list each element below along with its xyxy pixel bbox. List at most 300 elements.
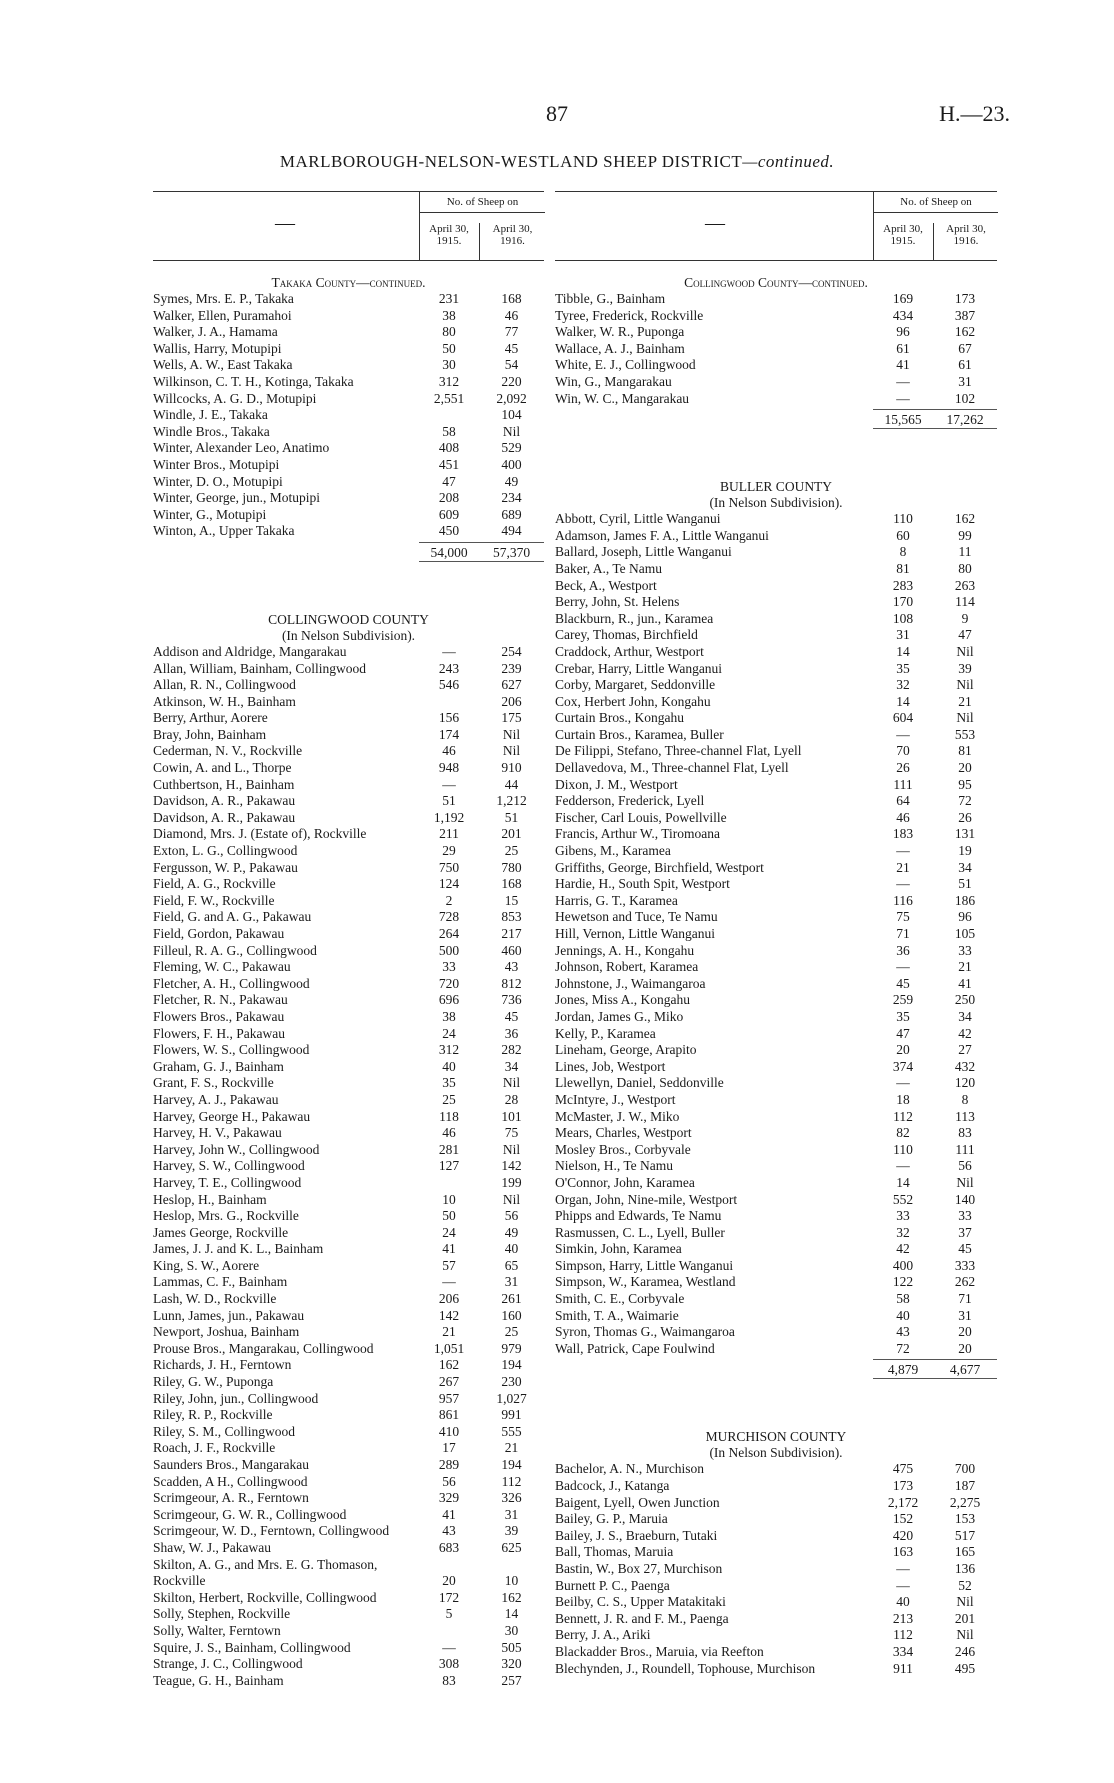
sheep-1915: 20 bbox=[896, 1042, 910, 1058]
sheep-1916: 114 bbox=[955, 594, 975, 610]
sheep-1916: 555 bbox=[501, 1423, 522, 1439]
table-row bbox=[153, 760, 544, 777]
buller-subheading: (In Nelson Subdivision). bbox=[709, 495, 843, 511]
sheep-1915: 81 bbox=[896, 560, 910, 576]
table-row bbox=[153, 694, 544, 711]
sheep-1915: 410 bbox=[438, 1423, 460, 1439]
sheep-1916: 101 bbox=[501, 1108, 522, 1124]
holder-name: Berry, John, St. Helens bbox=[555, 594, 680, 610]
sheep-1916: 51 bbox=[504, 809, 519, 825]
table-row bbox=[555, 391, 997, 408]
holder-name: Nielson, H., Te Namu bbox=[555, 1158, 674, 1174]
sheep-1915: 38 bbox=[442, 1008, 456, 1024]
sheep-1915: 213 bbox=[892, 1610, 914, 1626]
sheep-1915: 609 bbox=[438, 506, 460, 522]
table-row bbox=[555, 810, 997, 827]
table-row bbox=[153, 357, 544, 374]
holder-name: Scrimgeour, G. W. R., Collingwood bbox=[153, 1506, 347, 1522]
holder-name: Bray, John, Bainham bbox=[153, 726, 267, 742]
sheep-1915: 41 bbox=[896, 357, 910, 373]
sheep-1915: 46 bbox=[442, 1125, 456, 1141]
holder-name: Field, G. and A. G., Pakawau bbox=[153, 909, 312, 925]
sheep-1915: 206 bbox=[438, 1291, 460, 1307]
table-row bbox=[153, 710, 544, 727]
sheep-1915: 163 bbox=[892, 1544, 914, 1560]
holder-name: Davidson, A. R., Pakawau bbox=[153, 793, 296, 809]
table-row bbox=[153, 1606, 544, 1623]
table-row bbox=[153, 843, 544, 860]
holder-name: Ball, Thomas, Maruia bbox=[555, 1544, 674, 1560]
holder-name: Beck, A., Westport bbox=[555, 577, 657, 593]
table-row bbox=[153, 1241, 544, 1258]
holder-name: Fletcher, A. H., Collingwood bbox=[153, 975, 310, 991]
holder-name: Baigent, Lyell, Owen Junction bbox=[555, 1494, 720, 1510]
holder-name: Grant, F. S., Rockville bbox=[153, 1075, 274, 1091]
table-row bbox=[555, 1308, 997, 1325]
sheep-1915: 36 bbox=[896, 942, 910, 958]
holder-name: Davidson, A. R., Pakawau bbox=[153, 809, 296, 825]
sheep-1916: 31 bbox=[504, 1506, 519, 1522]
holder-name: Exton, L. G., Collingwood bbox=[153, 843, 298, 859]
table-row bbox=[153, 1075, 544, 1092]
sheep-1916: 77 bbox=[504, 324, 519, 340]
table-row bbox=[555, 860, 997, 877]
table-row bbox=[555, 1026, 997, 1043]
table-row bbox=[555, 1578, 997, 1595]
holder-name: Tyree, Frederick, Rockville bbox=[555, 307, 704, 323]
sheep-1916: 10 bbox=[504, 1573, 519, 1589]
sheep-1915: — bbox=[896, 1561, 910, 1576]
sheep-1915: 400 bbox=[892, 1257, 914, 1273]
sheep-1915: 14 bbox=[896, 693, 910, 709]
table-row bbox=[555, 578, 997, 595]
sheep-1915: 142 bbox=[438, 1307, 460, 1323]
sheep-1916: 910 bbox=[501, 760, 522, 776]
sheep-1916: Nil bbox=[956, 710, 974, 726]
table-row bbox=[555, 1225, 997, 1242]
table-row bbox=[555, 324, 997, 341]
sheep-1916: 400 bbox=[501, 456, 522, 472]
holder-name: Roach, J. F., Rockville bbox=[153, 1440, 276, 1456]
table-row bbox=[555, 1478, 997, 1495]
holder-name: Harvey, John W., Collingwood bbox=[153, 1141, 320, 1157]
table-row bbox=[555, 627, 997, 644]
holder-name: Cox, Herbert John, Kongahu bbox=[555, 693, 711, 709]
table-row bbox=[555, 1258, 997, 1275]
sheep-1916: 43 bbox=[504, 959, 519, 975]
sheep-1916: 553 bbox=[954, 726, 976, 742]
sheep-1916: 26 bbox=[958, 809, 972, 825]
sheep-1916: 320 bbox=[501, 1656, 522, 1672]
holder-name: Gibens, M., Karamea bbox=[555, 843, 671, 859]
table-row bbox=[555, 1461, 997, 1478]
table-row bbox=[153, 926, 544, 943]
table-row bbox=[153, 1258, 544, 1275]
holder-name: Tibble, G., Bainham bbox=[555, 291, 666, 306]
sheep-1915: 152 bbox=[892, 1511, 914, 1527]
buller-rows bbox=[555, 511, 997, 1357]
sheep-1915: 259 bbox=[892, 992, 914, 1008]
table-row bbox=[555, 777, 997, 794]
holder-name: Dellavedova, M., Three-channel Flat, Lyell bbox=[555, 760, 789, 776]
table-row bbox=[153, 777, 544, 794]
sheep-1916: 75 bbox=[504, 1125, 519, 1141]
sheep-1916: 65 bbox=[504, 1257, 519, 1273]
sheep-1916: Nil bbox=[502, 726, 521, 742]
table-row bbox=[555, 677, 997, 694]
sheep-1915 bbox=[419, 1175, 479, 1192]
holder-name: Berry, J. A., Ariki bbox=[555, 1627, 651, 1643]
table-row bbox=[555, 1561, 997, 1578]
table-row bbox=[555, 1241, 997, 1258]
holder-name: Badcock, J., Katanga bbox=[555, 1478, 670, 1494]
sheep-1916: 8 bbox=[961, 1091, 969, 1107]
sheep-1916: Nil bbox=[502, 1141, 521, 1157]
holder-name: Wilkinson, C. T. H., Kotinga, Takaka bbox=[153, 373, 354, 389]
sheep-1916: Nil bbox=[956, 1174, 974, 1190]
table-row bbox=[555, 511, 997, 528]
sheep-1916: 387 bbox=[954, 307, 976, 323]
table-row bbox=[555, 1495, 997, 1512]
sheep-1916: 120 bbox=[954, 1075, 976, 1091]
sheep-1915: 174 bbox=[438, 726, 460, 742]
sheep-1915: 281 bbox=[438, 1141, 460, 1157]
table-row bbox=[153, 644, 544, 661]
table-row bbox=[153, 1009, 544, 1026]
table-row bbox=[153, 490, 544, 507]
sheep-1916: 220 bbox=[501, 373, 522, 389]
sheep-1916: 136 bbox=[954, 1561, 976, 1576]
table-row bbox=[153, 1142, 544, 1159]
sheep-1915: 312 bbox=[438, 1042, 460, 1058]
holder-name: Walker, J. A., Hamama bbox=[153, 324, 278, 340]
table-row bbox=[555, 1274, 997, 1291]
table-row bbox=[555, 760, 997, 777]
sheep-1916: 31 bbox=[958, 373, 972, 389]
sheep-1916: 9 bbox=[961, 610, 969, 626]
table-row bbox=[555, 291, 997, 308]
sheep-1915: 696 bbox=[438, 992, 460, 1008]
sheep-1915: 14 bbox=[896, 1174, 910, 1190]
holder-name: Llewellyn, Daniel, Seddonville bbox=[555, 1075, 724, 1091]
sheep-1915: 51 bbox=[442, 793, 456, 809]
sheep-1915: 420 bbox=[892, 1527, 914, 1543]
sheep-1916: 34 bbox=[958, 1008, 972, 1024]
sheep-1916: 56 bbox=[958, 1158, 972, 1174]
sheep-1916: 49 bbox=[504, 473, 519, 489]
sheep-1916: 11 bbox=[958, 544, 972, 560]
table-row bbox=[555, 826, 997, 843]
table-row bbox=[153, 1175, 544, 1192]
table-row bbox=[555, 694, 997, 711]
table-row bbox=[555, 1661, 997, 1678]
sheep-1915: — bbox=[896, 373, 910, 389]
holder-name: Strange, J. C., Collingwood bbox=[153, 1656, 303, 1672]
sheep-1916: 56 bbox=[504, 1208, 519, 1224]
sheep-1916: 20 bbox=[958, 1340, 972, 1356]
holder-name: Lineham, George, Arapito bbox=[555, 1042, 697, 1058]
sheep-1915: 61 bbox=[896, 340, 910, 356]
table-row bbox=[153, 1308, 544, 1325]
sheep-1915: — bbox=[442, 1639, 456, 1655]
sheep-1916: 72 bbox=[958, 793, 972, 809]
sheep-1916: 30 bbox=[504, 1622, 519, 1638]
sheep-1915: 170 bbox=[892, 594, 914, 610]
sheep-1915: 41 bbox=[442, 1506, 456, 1522]
table-row bbox=[555, 727, 997, 744]
table-row bbox=[153, 1474, 544, 1491]
table-row bbox=[153, 1640, 544, 1657]
holder-name: Win, W. C., Mangarakau bbox=[555, 390, 690, 406]
sheep-1915: 374 bbox=[892, 1058, 914, 1074]
holder-name: Riley, John, jun., Collingwood bbox=[153, 1390, 319, 1406]
sheep-1916: 142 bbox=[501, 1158, 522, 1174]
table-row bbox=[153, 1341, 544, 1358]
holder-name: Walker, W. R., Puponga bbox=[555, 324, 685, 340]
sheep-1916: 625 bbox=[501, 1539, 522, 1555]
sheep-1915: 728 bbox=[438, 909, 460, 925]
sheep-1915: 82 bbox=[896, 1125, 910, 1141]
sheep-1915: — bbox=[896, 876, 910, 892]
sheep-1915: 30 bbox=[442, 357, 456, 373]
holder-name: Wells, A. W., East Takaka bbox=[153, 357, 293, 373]
sheep-1915: 108 bbox=[892, 610, 914, 626]
sheep-1915: 162 bbox=[438, 1357, 460, 1373]
table-row bbox=[153, 308, 544, 325]
sheep-1916: 113 bbox=[955, 1108, 975, 1124]
holder-name: Dixon, J. M., Westport bbox=[555, 776, 678, 792]
sheep-1915: 47 bbox=[896, 1025, 910, 1041]
sheep-1915: 40 bbox=[442, 1058, 456, 1074]
sheep-1915: 50 bbox=[442, 340, 456, 356]
sheep-1916: 61 bbox=[958, 357, 972, 373]
table-row bbox=[153, 1424, 544, 1441]
holder-name: Smith, T. A., Waimarie bbox=[555, 1307, 679, 1323]
table-row bbox=[555, 1544, 997, 1561]
sheep-1915: 72 bbox=[896, 1340, 910, 1356]
sheep-1916: 700 bbox=[954, 1461, 976, 1477]
sheep-1916: 2,275 bbox=[949, 1494, 981, 1510]
sheep-1915: 26 bbox=[896, 760, 910, 776]
sheep-1916: 246 bbox=[954, 1643, 976, 1659]
table-row bbox=[153, 341, 544, 358]
sheep-1916: 282 bbox=[501, 1042, 522, 1058]
sheep-1915: 42 bbox=[896, 1241, 910, 1257]
holder-name: Mosley Bros., Corbyvale bbox=[555, 1141, 691, 1157]
table-row bbox=[555, 1075, 997, 1092]
holder-name: Harvey, S. W., Collingwood bbox=[153, 1158, 305, 1174]
header-dash: — bbox=[705, 212, 725, 234]
sheep-1915: 408 bbox=[438, 440, 460, 456]
sheep-1915: 47 bbox=[442, 473, 456, 489]
sheep-1916: 80 bbox=[958, 560, 972, 576]
sheep-1916: 201 bbox=[501, 826, 522, 842]
table-row bbox=[153, 391, 544, 408]
holder-name: Saunders Bros., Mangarakau bbox=[153, 1457, 309, 1472]
table-row bbox=[555, 1324, 997, 1341]
sheep-1915: 110 bbox=[893, 511, 913, 527]
holder-name: Curtain Bros., Kongahu bbox=[555, 710, 684, 726]
sheep-1915: 118 bbox=[439, 1108, 459, 1124]
sheep-1916: 263 bbox=[954, 577, 976, 593]
holder-name: Johnstone, J., Waimangaroa bbox=[555, 975, 706, 991]
page-title bbox=[0, 152, 1114, 172]
holder-name: Lines, Job, Westport bbox=[555, 1058, 666, 1074]
sheep-1916: 46 bbox=[504, 307, 519, 323]
holder-name: Carey, Thomas, Birchfield bbox=[555, 627, 698, 643]
takaka-total-row bbox=[153, 542, 544, 562]
sheep-1915: 60 bbox=[896, 527, 910, 543]
holder-name: Crebar, Harry, Little Wanganui bbox=[555, 660, 723, 676]
sheep-1915: 112 bbox=[893, 1627, 913, 1643]
holder-name: Blechynden, J., Roundell, Tophouse, Murchison bbox=[555, 1660, 816, 1676]
sheep-1915: 173 bbox=[892, 1478, 914, 1494]
sheep-1916: 42 bbox=[958, 1025, 972, 1041]
collingwood-subheading: (In Nelson Subdivision). bbox=[281, 627, 416, 643]
table-row bbox=[153, 1059, 544, 1076]
holder-name: Abbott, Cyril, Little Wanganui bbox=[555, 511, 721, 527]
holder-name: Win, G., Mangarakau bbox=[555, 373, 672, 389]
sheep-1916: 81 bbox=[958, 743, 972, 759]
sheep-1915: — bbox=[896, 1577, 910, 1593]
table-row bbox=[153, 440, 544, 457]
table-row bbox=[153, 810, 544, 827]
table-row bbox=[153, 474, 544, 491]
table-row bbox=[153, 743, 544, 760]
sheep-1916: 261 bbox=[501, 1291, 522, 1307]
sheep-1916: 326 bbox=[501, 1490, 522, 1506]
table-row bbox=[555, 594, 997, 611]
table-row bbox=[153, 374, 544, 391]
buller-total-1916: 4,677 bbox=[933, 1359, 997, 1379]
sheep-1915: 329 bbox=[438, 1490, 460, 1506]
sheep-1915: 172 bbox=[438, 1589, 460, 1605]
holder-name: Fedderson, Frederick, Lyell bbox=[555, 793, 705, 809]
holder-name: De Filippi, Stefano, Three-channel Flat, Lyell bbox=[555, 743, 802, 759]
sheep-1915: 5 bbox=[445, 1606, 453, 1622]
sheep-1915: 283 bbox=[892, 577, 914, 593]
sheep-1915: 50 bbox=[442, 1208, 456, 1224]
table-row bbox=[153, 1092, 544, 1109]
sheep-1915: 312 bbox=[438, 373, 460, 389]
table-row bbox=[555, 308, 997, 325]
table-row bbox=[153, 1490, 544, 1507]
holder-name: Adamson, James F. A., Little Wanganui bbox=[555, 527, 769, 543]
holder-name: Winter, George, jun., Motupipi bbox=[153, 490, 321, 506]
table-row bbox=[555, 1142, 997, 1159]
sheep-1916: 45 bbox=[504, 340, 519, 356]
table-row bbox=[153, 1540, 544, 1557]
sheep-1916: 96 bbox=[958, 909, 972, 925]
sheep-1916: 194 bbox=[501, 1357, 522, 1373]
holder-name: Solly, Walter, Ferntown bbox=[153, 1622, 281, 1638]
sheep-1916: 21 bbox=[958, 959, 972, 975]
table-row bbox=[555, 1594, 997, 1611]
table-row bbox=[555, 544, 997, 561]
table-row bbox=[153, 523, 544, 540]
sheep-1915: 116 bbox=[893, 892, 913, 908]
table-row bbox=[153, 1457, 544, 1474]
sheep-1915: — bbox=[896, 959, 910, 975]
takaka-rows bbox=[153, 291, 544, 540]
sheep-1915: 64 bbox=[896, 793, 910, 809]
holder-name: White, E. J., Collingwood bbox=[555, 357, 696, 373]
sheep-1916: 31 bbox=[504, 1274, 519, 1290]
buller-heading: BULLER COUNTY bbox=[719, 479, 833, 495]
table-row bbox=[555, 611, 997, 628]
sheep-1915: 33 bbox=[896, 1208, 910, 1224]
table-row bbox=[153, 909, 544, 926]
table-row bbox=[153, 893, 544, 910]
sheep-1916: 991 bbox=[501, 1407, 522, 1423]
sheep-1915: 552 bbox=[892, 1191, 914, 1207]
holder-name: Mears, Charles, Westport bbox=[555, 1125, 692, 1141]
sheep-1916: 49 bbox=[504, 1224, 519, 1240]
sheep-1916: 333 bbox=[954, 1257, 976, 1273]
table-row bbox=[555, 843, 997, 860]
sheep-1916: Nil bbox=[502, 1075, 521, 1091]
sheep-1916: 36 bbox=[504, 1025, 519, 1041]
table-row bbox=[153, 1291, 544, 1308]
sheep-1916: 37 bbox=[958, 1224, 972, 1240]
sheep-1916: Nil bbox=[956, 677, 974, 693]
table-row bbox=[153, 1026, 544, 1043]
table-row bbox=[153, 1391, 544, 1408]
table-row bbox=[153, 943, 544, 960]
sheep-1916: 40 bbox=[504, 1241, 519, 1257]
takaka-total-1915: 54,000 bbox=[419, 542, 479, 562]
sheep-1915: 169 bbox=[892, 291, 914, 306]
sheep-1915: 46 bbox=[442, 743, 456, 759]
table-row bbox=[153, 1042, 544, 1059]
table-row bbox=[153, 1158, 544, 1175]
sheep-1915: 35 bbox=[896, 660, 910, 676]
collingwood-rows bbox=[153, 644, 544, 1689]
header-col-1916: April 30, 1916. bbox=[933, 223, 998, 260]
holder-name: Harvey, T. E., Collingwood bbox=[153, 1174, 302, 1190]
table-row bbox=[555, 1175, 997, 1192]
sheep-1916: 33 bbox=[958, 1208, 972, 1224]
table-row bbox=[555, 743, 997, 760]
holder-name: McIntyre, J., Westport bbox=[555, 1091, 676, 1107]
sheep-1915 bbox=[419, 694, 479, 711]
holder-name: Lammas, C. F., Bainham bbox=[153, 1274, 288, 1290]
sheep-1915: 24 bbox=[442, 1025, 456, 1041]
sheep-1916: 206 bbox=[501, 693, 522, 709]
sheep-1916: 19 bbox=[958, 843, 972, 859]
sheep-1915: 124 bbox=[438, 876, 460, 892]
holder-name: Ballard, Joseph, Little Wanganui bbox=[555, 544, 732, 560]
holder-name: Blackburn, R., jun., Karamea bbox=[555, 610, 714, 626]
holder-name: Heslop, Mrs. G., Rockville bbox=[153, 1208, 299, 1224]
holder-name: Harris, G. T., Karamea bbox=[555, 892, 678, 908]
table-row bbox=[153, 1357, 544, 1374]
collingwood-cont-heading: Collingwood County—continued. bbox=[684, 275, 868, 290]
sheep-1916: 162 bbox=[954, 324, 976, 340]
holder-name: Jennings, A. H., Kongahu bbox=[555, 942, 695, 958]
holder-name: Windle, J. E., Takaka bbox=[153, 407, 268, 423]
title-continued: —continued. bbox=[742, 152, 835, 171]
holder-name: Riley, S. M., Collingwood bbox=[153, 1423, 296, 1439]
sheep-1915: 17 bbox=[442, 1440, 456, 1456]
holder-name: Francis, Arthur W., Tiromoana bbox=[555, 826, 721, 842]
sheep-1916: 165 bbox=[954, 1544, 976, 1560]
holder-name: Cowin, A. and L., Thorpe bbox=[153, 760, 292, 776]
sheep-1915: — bbox=[896, 1158, 910, 1174]
holder-name: Harvey, H. V., Pakawau bbox=[153, 1125, 282, 1141]
sheep-1916: 1,027 bbox=[496, 1390, 527, 1406]
takaka-heading: Takaka County—continued. bbox=[271, 275, 426, 290]
